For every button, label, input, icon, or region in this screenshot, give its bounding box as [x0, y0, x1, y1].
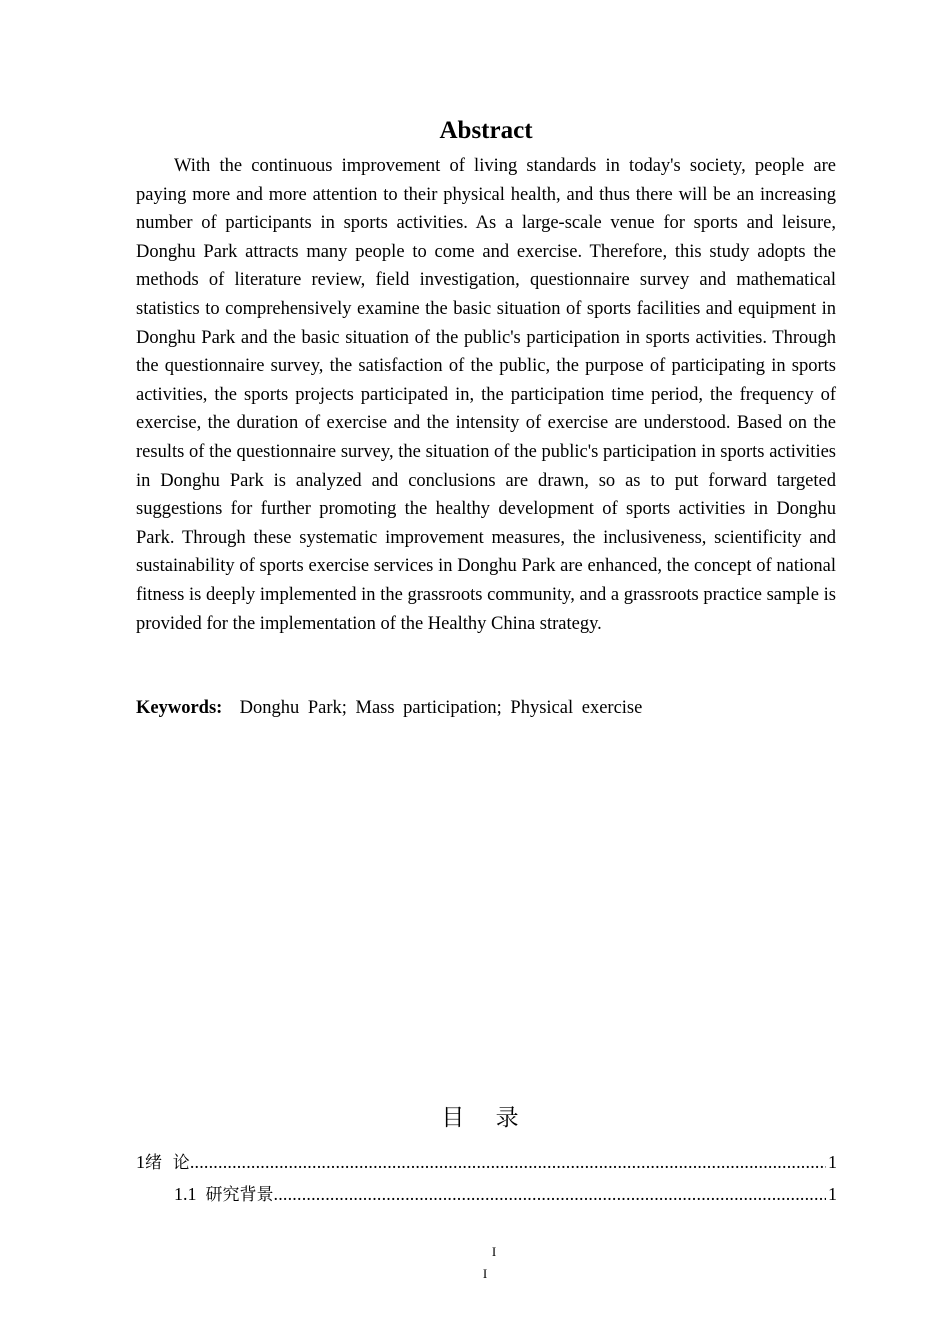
keywords-line — [136, 694, 836, 722]
toc-title: 目 录 — [441, 1105, 531, 1131]
abstract-body: With the continuous improvement of living standards in today's society, people are paying more and more attention to their physical health, and thus there will be an increasing number of participants in sports activities. As a large-scale venue for sports and leisure, Donghu Park attracts many people to come and exercise. Therefore, this study adopts the methods of literature review, field investigation, questionnaire survey and mathematical statistics to comprehensively examine the basic situation of sports facilities and equipment in Donghu Park and the basic situation of the public's participation in sports activities. Through the questionnaire survey, the satisfaction of the public, the purpose of participating in sports activities, the sports projects participated in, the participation time period, the frequency of exercise, the duration of exercise and the intensity of exercise are understood. Based on the results of the questionnaire survey, the situation of the public's participation in sports activities in Donghu Park is analyzed and conclusions are drawn, so as to put forward targeted suggestions for further promoting the healthy development of sports activities in Donghu Park. Through these systematic improvement measures, the inclusiveness, scientificity and sustainability of sports exercise services in Donghu Park are enhanced, the concept of national fitness is deeply implemented in the grassroots community, and a grassroots practice sample is provided for the implementation of the Healthy China strategy. — [136, 156, 836, 634]
toc-entry-page: 1 — [828, 1152, 837, 1172]
toc-entry-label: 绪 论 — [145, 1153, 190, 1173]
page-number-lower: I — [482, 1266, 488, 1281]
toc-entry-number: 1.1 — [174, 1184, 197, 1204]
toc-entry-1-1[interactable] — [174, 1181, 837, 1208]
page-number-upper: I — [491, 1244, 497, 1259]
toc-entry-number: 1 — [136, 1152, 145, 1172]
keywords-label: Keywords: — [136, 698, 223, 718]
toc-entry-1[interactable] — [136, 1149, 837, 1176]
toc-leader-dots — [190, 1149, 826, 1175]
keywords-values: Donghu Park; Mass participation; Physical exercise — [239, 698, 643, 718]
toc-entry-page: 1 — [828, 1184, 837, 1204]
abstract-title: Abstract — [439, 117, 533, 144]
toc-leader-dots — [274, 1181, 827, 1207]
toc-entry-label: 研究背景 — [205, 1185, 274, 1205]
